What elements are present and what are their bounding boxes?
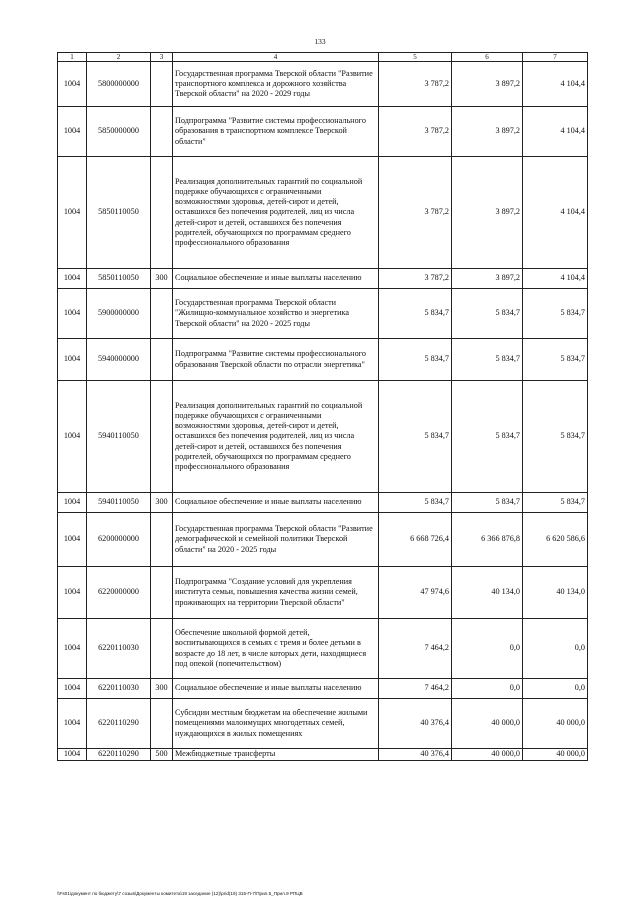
- table-row: [58, 62, 588, 107]
- item-name-cell: Государственная программа Тверской области "Жилищно-коммунальное хозяйство и энергетика Тверской области" на 2020 - 2025 годы: [173, 289, 379, 339]
- amount-2020-cell: 3 787,2: [379, 269, 452, 289]
- table-row: [58, 513, 588, 567]
- table-row: [58, 567, 588, 619]
- amount-2021-cell: 3 897,2: [452, 107, 523, 157]
- item-name-cell: Обеспечение школьной формой детей, воспитывающихся в семьях с тремя и более детьми в возрасте до 18 лет, в числе которых дети, находящиеся под опекой (попечительством): [173, 619, 379, 679]
- table-row: [58, 679, 588, 699]
- item-name-cell: Субсидии местным бюджетам на обеспечение жилыми помещениями малоимущих многодетных семей, нуждающихся в жилых помещениях: [173, 699, 379, 749]
- amount-2020-cell: 47 974,6: [379, 567, 452, 619]
- column-header: 4: [173, 53, 379, 62]
- section-code-cell: 1004: [58, 513, 87, 567]
- amount-2021-cell: 6 366 876,8: [452, 513, 523, 567]
- amount-2020-cell: 5 834,7: [379, 339, 452, 381]
- page-number: 133: [314, 37, 326, 46]
- expense-type-cell: [151, 619, 173, 679]
- amount-2022-cell: 6 620 586,6: [523, 513, 588, 567]
- amount-2022-cell: 40 000,0: [523, 699, 588, 749]
- table-row: [58, 339, 588, 381]
- column-header: 2: [87, 53, 151, 62]
- item-name-cell: Реализация дополнительных гарантий по социальной подержке обучающихся с ограниченными возможностями здоровья, детей-сирот и детей, оставшихся без попечения родителей, лиц из числа детей-сирот и детей, оставшихся без попечения родителей, обучающихся по программам среднего профессионального образования: [173, 381, 379, 493]
- amount-2022-cell: 5 834,7: [523, 381, 588, 493]
- section-code-cell: 1004: [58, 749, 87, 761]
- table-row: [58, 493, 588, 513]
- item-name-cell: Государственная программа Тверской области "Развитие транспортного комплекса и дорожного хозяйства Тверской области" на 2020 - 2029 годы: [173, 62, 379, 107]
- amount-2021-cell: 5 834,7: [452, 289, 523, 339]
- section-code-cell: 1004: [58, 62, 87, 107]
- table-row: [58, 157, 588, 269]
- column-header: 3: [151, 53, 173, 62]
- target-item-cell: 6220000000: [87, 567, 151, 619]
- expense-type-cell: [151, 107, 173, 157]
- table-row: [58, 381, 588, 493]
- amount-2020-cell: 3 787,2: [379, 107, 452, 157]
- amount-2020-cell: 5 834,7: [379, 493, 452, 513]
- amount-2020-cell: 7 464,2: [379, 619, 452, 679]
- expense-type-cell: [151, 699, 173, 749]
- table-row: [58, 749, 588, 761]
- amount-2021-cell: 3 897,2: [452, 269, 523, 289]
- target-item-cell: 5940110050: [87, 493, 151, 513]
- amount-2022-cell: 5 834,7: [523, 493, 588, 513]
- section-code-cell: 1004: [58, 339, 87, 381]
- amount-2022-cell: 0,0: [523, 619, 588, 679]
- target-item-cell: 6220110290: [87, 699, 151, 749]
- amount-2021-cell: 3 897,2: [452, 62, 523, 107]
- amount-2020-cell: 5 834,7: [379, 381, 452, 493]
- section-code-cell: 1004: [58, 157, 87, 269]
- amount-2020-cell: 6 668 726,4: [379, 513, 452, 567]
- expense-type-cell: 300: [151, 269, 173, 289]
- table-header-row: [58, 53, 588, 62]
- item-name-cell: Подпрограмма "Развитие системы профессионального образования Тверской области по отрасли энергетика": [173, 339, 379, 381]
- expense-type-cell: 300: [151, 679, 173, 699]
- expense-type-cell: [151, 339, 173, 381]
- section-code-cell: 1004: [58, 381, 87, 493]
- target-item-cell: 5850110050: [87, 269, 151, 289]
- file-path-footer: \\Fs01\документ по бюджету\7 созыв\Документы комитета\19 заседание (12)\prid(19) 315-П-7\Прил.5_Прил.9 РПЦВ: [57, 891, 303, 896]
- amount-2021-cell: 0,0: [452, 679, 523, 699]
- target-item-cell: 6200000000: [87, 513, 151, 567]
- column-header: 7: [523, 53, 588, 62]
- amount-2022-cell: 5 834,7: [523, 289, 588, 339]
- section-code-cell: 1004: [58, 679, 87, 699]
- item-name-cell: Социальное обеспечение и иные выплаты населению: [173, 679, 379, 699]
- amount-2021-cell: 5 834,7: [452, 381, 523, 493]
- item-name-cell: Подпрограмма "Развитие системы профессионального образования в транспортном комплексе Тверской области": [173, 107, 379, 157]
- section-code-cell: 1004: [58, 493, 87, 513]
- target-item-cell: 5940000000: [87, 339, 151, 381]
- expense-type-cell: [151, 62, 173, 107]
- amount-2021-cell: 0,0: [452, 619, 523, 679]
- column-header: 5: [379, 53, 452, 62]
- amount-2022-cell: 4 104,4: [523, 62, 588, 107]
- expense-type-cell: [151, 157, 173, 269]
- target-item-cell: 5800000000: [87, 62, 151, 107]
- item-name-cell: Реализация дополнительных гарантий по социальной подержке обучающихся с ограниченными возможностями здоровья, детей-сирот и детей, оставшихся без попечения родителей, лиц из числа детей-сирот и детей, оставшихся без попечения родителей, обучающихся по программам среднего профессионального образования: [173, 157, 379, 269]
- amount-2021-cell: 40 000,0: [452, 699, 523, 749]
- item-name-cell: Межбюджетные трансферты: [173, 749, 379, 761]
- table-row: [58, 699, 588, 749]
- expense-type-cell: 300: [151, 493, 173, 513]
- target-item-cell: 6220110030: [87, 619, 151, 679]
- amount-2020-cell: 40 376,4: [379, 699, 452, 749]
- section-code-cell: 1004: [58, 269, 87, 289]
- target-item-cell: 5850110050: [87, 157, 151, 269]
- amount-2020-cell: 7 464,2: [379, 679, 452, 699]
- section-code-cell: 1004: [58, 289, 87, 339]
- amount-2022-cell: 4 104,4: [523, 269, 588, 289]
- target-item-cell: 5900000000: [87, 289, 151, 339]
- expense-type-cell: 500: [151, 749, 173, 761]
- expense-type-cell: [151, 381, 173, 493]
- table-row: [58, 107, 588, 157]
- table-row: [58, 619, 588, 679]
- target-item-cell: 6220110030: [87, 679, 151, 699]
- amount-2022-cell: 40 134,0: [523, 567, 588, 619]
- item-name-cell: Социальное обеспечение и иные выплаты населению: [173, 493, 379, 513]
- amount-2022-cell: 0,0: [523, 679, 588, 699]
- amount-2022-cell: 5 834,7: [523, 339, 588, 381]
- expense-type-cell: [151, 513, 173, 567]
- amount-2021-cell: 40 134,0: [452, 567, 523, 619]
- amount-2020-cell: 3 787,2: [379, 62, 452, 107]
- item-name-cell: Государственная программа Тверской области "Развитие демографической и семейной политики Тверской области" на 2020 - 2025 годы: [173, 513, 379, 567]
- target-item-cell: 5940110050: [87, 381, 151, 493]
- target-item-cell: 5850000000: [87, 107, 151, 157]
- table-row: [58, 269, 588, 289]
- section-code-cell: 1004: [58, 619, 87, 679]
- amount-2021-cell: 5 834,7: [452, 493, 523, 513]
- column-header: 6: [452, 53, 523, 62]
- item-name-cell: Подпрограмма "Создание условий для укрепления института семьи, повышения качества жизни семей, проживающих на территории Тверской области": [173, 567, 379, 619]
- amount-2022-cell: 4 104,4: [523, 157, 588, 269]
- section-code-cell: 1004: [58, 567, 87, 619]
- expense-type-cell: [151, 567, 173, 619]
- amount-2020-cell: 3 787,2: [379, 157, 452, 269]
- amount-2021-cell: 40 000,0: [452, 749, 523, 761]
- amount-2022-cell: 40 000,0: [523, 749, 588, 761]
- target-item-cell: 6220110290: [87, 749, 151, 761]
- table-row: [58, 289, 588, 339]
- amount-2021-cell: 3 897,2: [452, 157, 523, 269]
- expense-type-cell: [151, 289, 173, 339]
- section-code-cell: 1004: [58, 699, 87, 749]
- section-code-cell: 1004: [58, 107, 87, 157]
- amount-2020-cell: 5 834,7: [379, 289, 452, 339]
- amount-2020-cell: 40 376,4: [379, 749, 452, 761]
- amount-2022-cell: 4 104,4: [523, 107, 588, 157]
- column-header: 1: [58, 53, 87, 62]
- item-name-cell: Социальное обеспечение и иные выплаты населению: [173, 269, 379, 289]
- amount-2021-cell: 5 834,7: [452, 339, 523, 381]
- budget-table: [57, 52, 588, 761]
